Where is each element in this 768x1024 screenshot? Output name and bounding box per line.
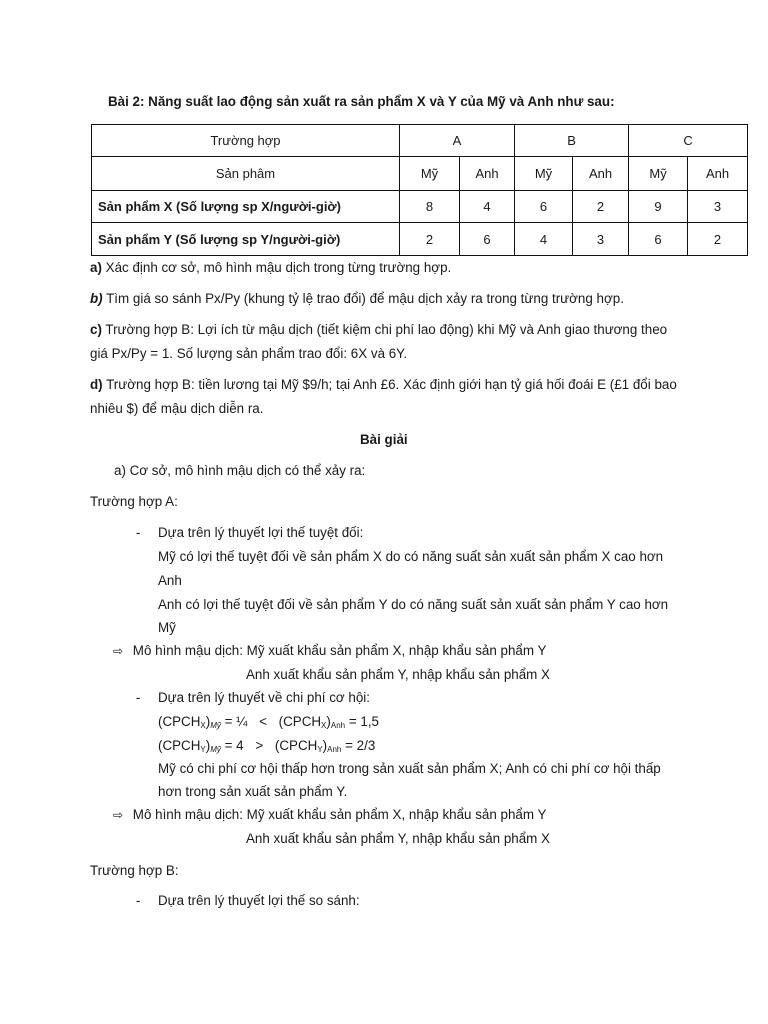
question-d bbox=[90, 377, 677, 393]
country-cell: Mỹ bbox=[629, 157, 688, 191]
opp-heading-line bbox=[136, 690, 370, 706]
question-text: Tìm giá so sánh Px/Py (khung tỷ lệ trao đổi) để mậu dịch xảy ra trong từng trường hợp. bbox=[106, 291, 624, 306]
trade-model-line-3 bbox=[113, 807, 546, 823]
question-text: Trường hợp B: tiền lương tại Mỹ $9/h; tại Anh £6. Xác định giới hạn tỷ giá hối đoái E (£1 đổi bao bbox=[106, 377, 677, 392]
question-marker: c) bbox=[90, 322, 102, 337]
table-cell: 8 bbox=[400, 191, 460, 223]
case-c-header: C bbox=[629, 125, 748, 157]
table-row bbox=[92, 191, 748, 223]
table-cell: 6 bbox=[515, 191, 573, 223]
case-header-cell: Trường hợp bbox=[92, 125, 400, 157]
solution-a-line: a) Cơ sở, mô hình mậu dịch có thể xảy ra: bbox=[114, 463, 366, 478]
opp-heading: Dựa trên lý thuyết về chi phí cơ hội: bbox=[158, 690, 371, 705]
solution-heading: Bài giải bbox=[360, 432, 408, 447]
opp-conclusion-2: hơn trong sản xuất sản phẩm Y. bbox=[158, 784, 348, 799]
us-abs-line-1: Mỹ có lợi thế tuyệt đối về sản phẩm X do có năng suất sản xuất sản phẩm X cao hơn bbox=[158, 549, 664, 564]
question-text: Trường hợp B: Lợi ích từ mậu dịch (tiết kiệm chi phí lao động) khi Mỹ và Anh giao thương theo bbox=[105, 322, 668, 337]
country-cell: Anh bbox=[688, 157, 748, 191]
question-c-cont: giá Px/Py = 1. Số lượng sản phẩm trao đổi: 6X và 6Y. bbox=[90, 346, 408, 361]
uk-abs-line-1: Anh có lợi thế tuyệt đối về sản phẩm Y do có năng suất sản xuất sản phẩm Y cao hơn bbox=[158, 597, 669, 612]
country-cell: Mỹ bbox=[400, 157, 460, 191]
bullet-dash: - bbox=[136, 893, 141, 908]
comparative-heading-line bbox=[136, 893, 360, 909]
comparative-heading: Dựa trên lý thuyết lợi thế so sánh: bbox=[158, 893, 360, 908]
table-cell: 4 bbox=[515, 223, 573, 256]
table-cell: 3 bbox=[688, 191, 748, 223]
table-cell: 9 bbox=[629, 191, 688, 223]
trade-model-line-2: Anh xuất khẩu sản phẩm Y, nhập khẩu sản phẩm X bbox=[246, 667, 550, 682]
case-a-label: Trường hợp A: bbox=[90, 494, 178, 509]
product-header-cell: Sản phâm bbox=[92, 157, 400, 191]
table-cell: 4 bbox=[460, 191, 515, 223]
table-header-row bbox=[92, 125, 748, 157]
trade-model-line-4: Anh xuất khẩu sản phẩm Y, nhập khẩu sản phẩm X bbox=[246, 831, 550, 846]
exercise-title: Bài 2: Năng suất lao động sản xuất ra sản phẩm X và Y của Mỹ và Anh như sau: bbox=[108, 94, 615, 109]
case-a-header: A bbox=[400, 125, 515, 157]
case-b-header: B bbox=[515, 125, 629, 157]
row-label: Sản phẩm X (Số lượng sp X/người-giờ) bbox=[92, 191, 400, 223]
right-arrow-icon: ⇨ bbox=[113, 644, 124, 658]
productivity-table bbox=[91, 124, 748, 256]
uk-abs-line-2: Mỹ bbox=[158, 620, 176, 635]
opp-conclusion-1: Mỹ có chi phí cơ hội thấp hơn trong sản xuất sản phẩm X; Anh có chi phí cơ hội thấp bbox=[158, 761, 661, 776]
country-cell: Mỹ bbox=[515, 157, 573, 191]
question-a bbox=[90, 260, 451, 276]
model-text: Mô hình mậu dịch: Mỹ xuất khẩu sản phẩm X, nhập khẩu sản phẩm Y bbox=[132, 807, 547, 822]
table-cell: 6 bbox=[629, 223, 688, 256]
table-cell: 2 bbox=[573, 191, 629, 223]
question-d-cont: nhiêu $) để mậu dịch diễn ra. bbox=[90, 401, 264, 416]
bullet-dash: - bbox=[136, 525, 141, 540]
country-cell: Anh bbox=[573, 157, 629, 191]
cpch-x-formula: $(CPCH_X)_{Mỹ}$ = ¼ < $(CPCH_X)_{Anh} = 1,5$ bbox=[158, 714, 379, 730]
question-marker: b) bbox=[90, 291, 103, 306]
table-row bbox=[92, 223, 748, 256]
table-cell: 2 bbox=[400, 223, 460, 256]
table-subheader-row bbox=[92, 157, 748, 191]
absolute-heading-line bbox=[136, 525, 363, 541]
us-abs-line-2: Anh bbox=[158, 573, 182, 588]
right-arrow-icon: ⇨ bbox=[113, 808, 124, 822]
trade-model-line-1 bbox=[113, 643, 546, 659]
question-marker: a) bbox=[90, 260, 102, 275]
question-c bbox=[90, 322, 667, 338]
bullet-dash: - bbox=[136, 690, 141, 705]
table-cell: 3 bbox=[573, 223, 629, 256]
absolute-heading: Dựa trên lý thuyết lợi thế tuyệt đối: bbox=[158, 525, 364, 540]
table-cell: 6 bbox=[460, 223, 515, 256]
question-marker: d) bbox=[90, 377, 103, 392]
table-cell: 2 bbox=[688, 223, 748, 256]
case-b-label: Trường hợp B: bbox=[90, 863, 179, 878]
country-cell: Anh bbox=[460, 157, 515, 191]
model-text: Mô hình mậu dịch: Mỹ xuất khẩu sản phẩm X, nhập khẩu sản phẩm Y bbox=[132, 643, 547, 658]
question-text: Xác định cơ sở, mô hình mậu dịch trong từng trường hợp. bbox=[105, 260, 452, 275]
cpch-y-formula: $(CPCH_Y)_{Mỹ} = 4$ > $(CPCH_Y)_{Anh} = 2/3$ bbox=[158, 738, 376, 754]
question-b bbox=[90, 291, 624, 307]
row-label: Sản phẩm Y (Số lượng sp Y/người-giờ) bbox=[92, 223, 400, 256]
